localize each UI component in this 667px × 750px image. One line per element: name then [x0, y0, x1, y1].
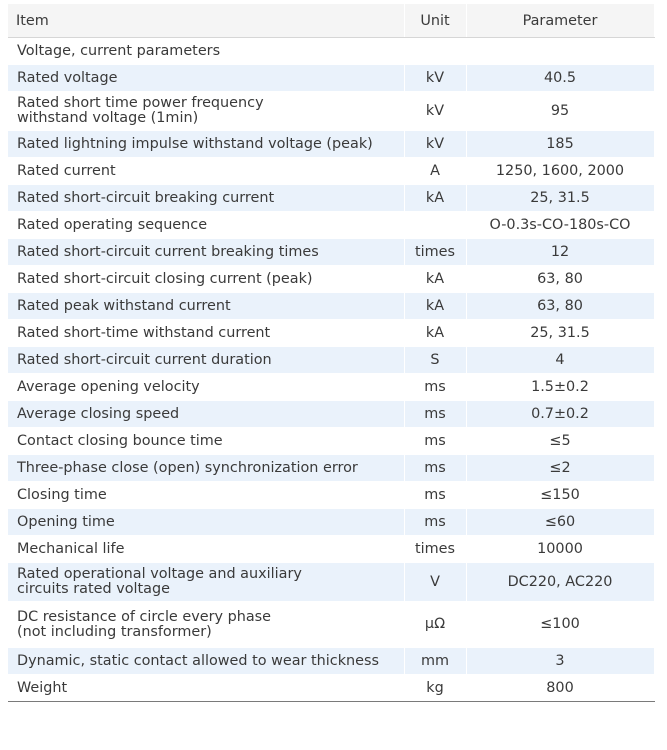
row-item: Rated short-circuit closing current (peak) [8, 266, 404, 293]
row-parameter: 25, 31.5 [466, 320, 654, 347]
row-item: Average closing speed [8, 401, 404, 428]
row-item: Opening time [8, 509, 404, 536]
table-row [8, 347, 654, 374]
row-unit [404, 212, 466, 239]
table-row [8, 428, 654, 455]
row-item: Average opening velocity [8, 374, 404, 401]
row-parameter: 63, 80 [466, 266, 654, 293]
table-row [8, 455, 654, 482]
table-body [8, 38, 654, 702]
table-row [8, 536, 654, 563]
table-row [8, 266, 654, 293]
row-item: Rated lightning impulse withstand voltage (peak) [8, 131, 404, 158]
row-unit: ms [404, 374, 466, 401]
row-item: Rated short-time withstand current [8, 320, 404, 347]
row-parameter: 1250, 1600, 2000 [466, 158, 654, 185]
row-item: Dynamic, static contact allowed to wear thickness [8, 648, 404, 675]
row-parameter: 4 [466, 347, 654, 374]
row-item: Three-phase close (open) synchronization error [8, 455, 404, 482]
table-row [8, 65, 654, 92]
table-row [8, 482, 654, 509]
header-row [8, 4, 654, 38]
table-row [8, 239, 654, 266]
row-parameter: 95 [466, 92, 654, 131]
row-unit: kA [404, 185, 466, 212]
row-parameter: 40.5 [466, 65, 654, 92]
row-unit: kV [404, 65, 466, 92]
header-parameter: Parameter [466, 4, 654, 38]
row-parameter: ≤60 [466, 509, 654, 536]
row-parameter: 10000 [466, 536, 654, 563]
row-unit: kV [404, 92, 466, 131]
row-parameter: ≤5 [466, 428, 654, 455]
row-unit: kA [404, 320, 466, 347]
row-parameter: O-0.3s-CO-180s-CO [466, 212, 654, 239]
table-row [8, 185, 654, 212]
row-parameter: DC220, AC220 [466, 563, 654, 602]
table-row [8, 374, 654, 401]
row-item: Rated short-circuit breaking current [8, 185, 404, 212]
row-unit: times [404, 536, 466, 563]
row-unit: ms [404, 509, 466, 536]
row-parameter: ≤150 [466, 482, 654, 509]
section-row [8, 38, 654, 65]
table-row [8, 131, 654, 158]
table-row [8, 212, 654, 239]
row-unit: μΩ [404, 602, 466, 648]
row-item: Rated operational voltage and auxiliary circuits rated voltage [8, 563, 404, 602]
row-item: Weight [8, 675, 404, 702]
spec-table [8, 4, 655, 702]
row-item: Closing time [8, 482, 404, 509]
table-row [8, 648, 654, 675]
row-unit: V [404, 563, 466, 602]
row-item: Mechanical life [8, 536, 404, 563]
row-unit: ms [404, 455, 466, 482]
row-item: Contact closing bounce time [8, 428, 404, 455]
row-item: Rated short-circuit current breaking times [8, 239, 404, 266]
row-unit: ms [404, 428, 466, 455]
table-row [8, 293, 654, 320]
table-row [8, 509, 654, 536]
row-parameter: 63, 80 [466, 293, 654, 320]
row-unit: kV [404, 131, 466, 158]
header-unit: Unit [404, 4, 466, 38]
row-unit: ms [404, 482, 466, 509]
row-item: Rated voltage [8, 65, 404, 92]
row-parameter: 185 [466, 131, 654, 158]
row-parameter: 0.7±0.2 [466, 401, 654, 428]
section-unit-cell [404, 38, 466, 65]
row-parameter: 800 [466, 675, 654, 702]
spec-table-container [8, 4, 654, 702]
row-item: Rated current [8, 158, 404, 185]
table-row [8, 602, 654, 648]
row-item: Rated peak withstand current [8, 293, 404, 320]
table-row [8, 401, 654, 428]
row-unit: mm [404, 648, 466, 675]
table-row [8, 675, 654, 702]
header-item: Item [8, 4, 404, 38]
table-row [8, 563, 654, 602]
row-unit: kg [404, 675, 466, 702]
table-row [8, 320, 654, 347]
table-row [8, 92, 654, 131]
row-parameter: ≤100 [466, 602, 654, 648]
row-unit: ms [404, 401, 466, 428]
table-row [8, 158, 654, 185]
row-item: Rated short-circuit current duration [8, 347, 404, 374]
row-item: DC resistance of circle every phase (not including transformer) [8, 602, 404, 648]
section-param-cell [466, 38, 654, 65]
row-parameter: ≤2 [466, 455, 654, 482]
row-parameter: 25, 31.5 [466, 185, 654, 212]
row-unit: A [404, 158, 466, 185]
row-unit: times [404, 239, 466, 266]
row-unit: kA [404, 293, 466, 320]
row-parameter: 12 [466, 239, 654, 266]
row-item: Rated short time power frequency withstand voltage (1min) [8, 92, 404, 131]
row-unit: S [404, 347, 466, 374]
row-parameter: 3 [466, 648, 654, 675]
row-unit: kA [404, 266, 466, 293]
section-title: Voltage, current parameters [8, 38, 404, 65]
row-item: Rated operating sequence [8, 212, 404, 239]
row-parameter: 1.5±0.2 [466, 374, 654, 401]
